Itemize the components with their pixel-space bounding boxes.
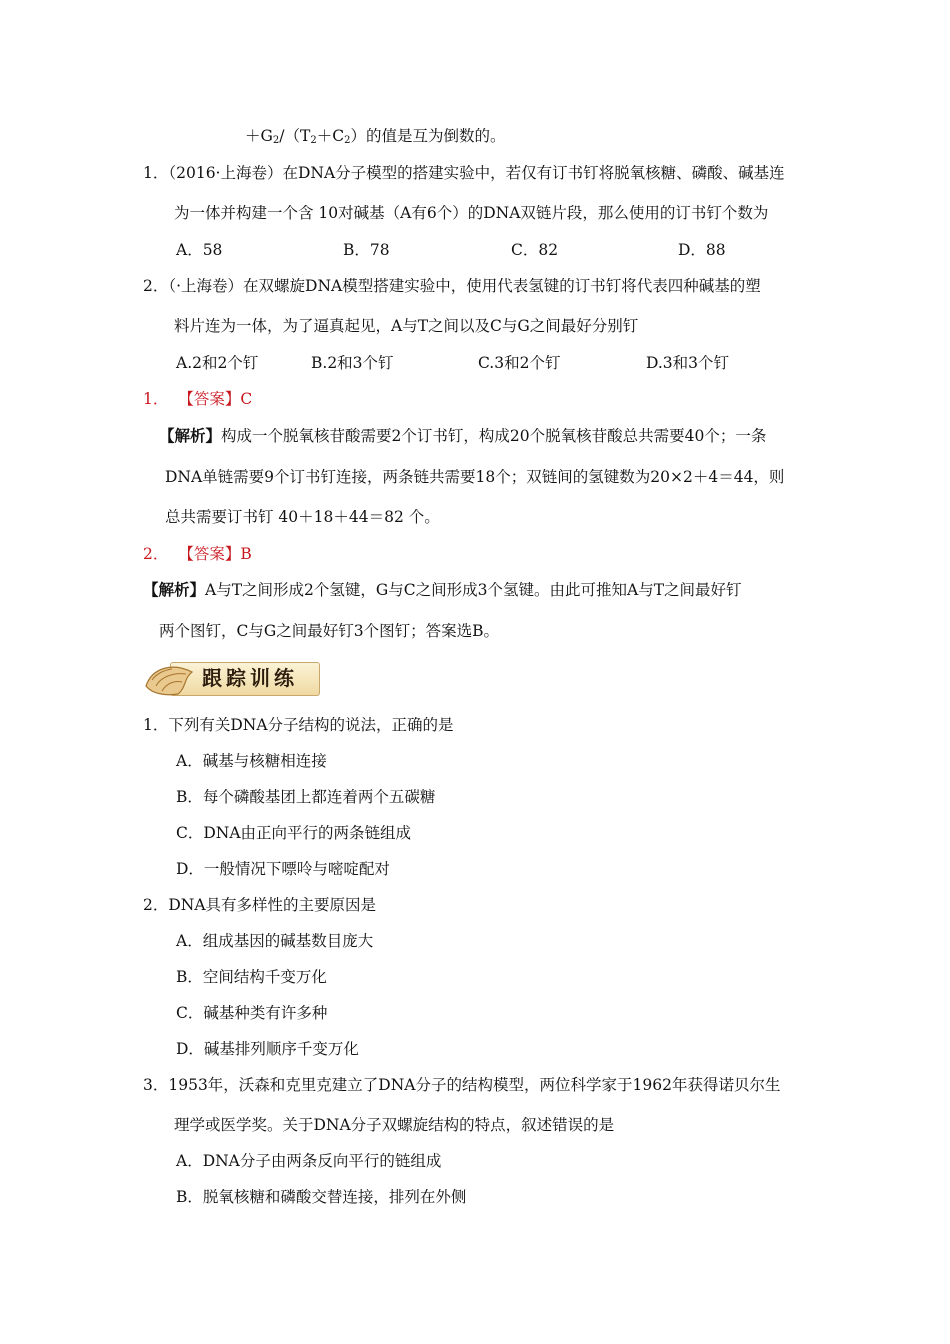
question-stem: 3．1953年，沃森和克里克建立了DNA分子的结构模型，两位科学家于1962年获得诺贝尔生: [143, 1076, 781, 1094]
option: D．88: [678, 241, 726, 259]
option: A.2和2个钉: [176, 354, 259, 372]
option: B．78: [343, 241, 390, 259]
formula-tail: $+G_2/(T_2+C_2)$的值是互为倒数的。: [245, 127, 506, 146]
question-stem: 1．（2016·上海卷）在DNA分子模型的搭建实验中，若仅有订书钉将脱氧核糖、磷酸、碱基连: [143, 164, 785, 182]
analysis-line: 【解析】A与T之间形成2个氢键，G与C之间形成3个氢键。由此可推知A与T之间最好钉: [143, 580, 742, 599]
option: A．DNA分子由两条反向平行的链组成: [176, 1152, 442, 1170]
question-stem: 为一体并构建一个含 10对碱基（A有6个）的DNA双链片段，那么使用的订书钉个数为: [174, 204, 769, 222]
section-banner: [142, 658, 322, 698]
analysis-line: 总共需要订书钉 40＋18＋44＝82 个。: [165, 508, 440, 526]
option: A．碱基与核糖相连接: [176, 752, 327, 770]
option: A．58: [176, 241, 223, 259]
analysis-line: DNA单链需要9个订书钉连接，两条链共需要18个；双链间的氢键数为20×2＋4＝44，则: [165, 468, 785, 486]
question-stem: 2．（·上海卷）在双螺旋DNA模型搭建实验中，使用代表氢键的订书钉将代表四种碱基的塑: [143, 277, 761, 295]
section-title: 跟踪训练: [202, 666, 298, 690]
option: D．一般情况下嘌呤与嘧啶配对: [176, 860, 390, 878]
question-stem: 理学或医学奖。关于DNA分子双螺旋结构的特点，叙述错误的是: [174, 1116, 615, 1134]
option: A．组成基因的碱基数目庞大: [176, 932, 374, 950]
option: B．空间结构千变万化: [176, 968, 327, 986]
option: D.3和3个钉: [646, 354, 730, 372]
option: C．碱基种类有许多种: [176, 1004, 328, 1022]
option: C．DNA由正向平行的两条链组成: [176, 824, 412, 842]
conch-shell-icon: [142, 658, 202, 698]
option: B．每个磷酸基团上都连着两个五碳糖: [176, 788, 436, 806]
option: B．脱氧核糖和磷酸交替连接，排列在外侧: [176, 1188, 467, 1206]
question-stem: 2．DNA具有多样性的主要原因是: [143, 896, 377, 914]
question-stem: 料片连为一体，为了逼真起见，A与T之间以及C与G之间最好分别钉: [174, 317, 639, 335]
answer-heading: 2． 【答案】B: [143, 545, 252, 563]
option: B.2和3个钉: [311, 354, 394, 372]
option: C.3和2个钉: [478, 354, 561, 372]
option: D．碱基排列顺序千变万化: [176, 1040, 359, 1058]
option: C．82: [511, 241, 559, 259]
analysis-line: 两个图钉，C与G之间最好钉3个图钉；答案选B。: [159, 622, 499, 640]
answer-heading: 1． 【答案】C: [143, 390, 253, 408]
question-stem: 1．下列有关DNA分子结构的说法，正确的是: [143, 716, 454, 734]
analysis-line: 【解析】构成一个脱氧核苷酸需要2个订书钉，构成20个脱氧核苷酸总共需要40个；一条: [159, 426, 767, 445]
